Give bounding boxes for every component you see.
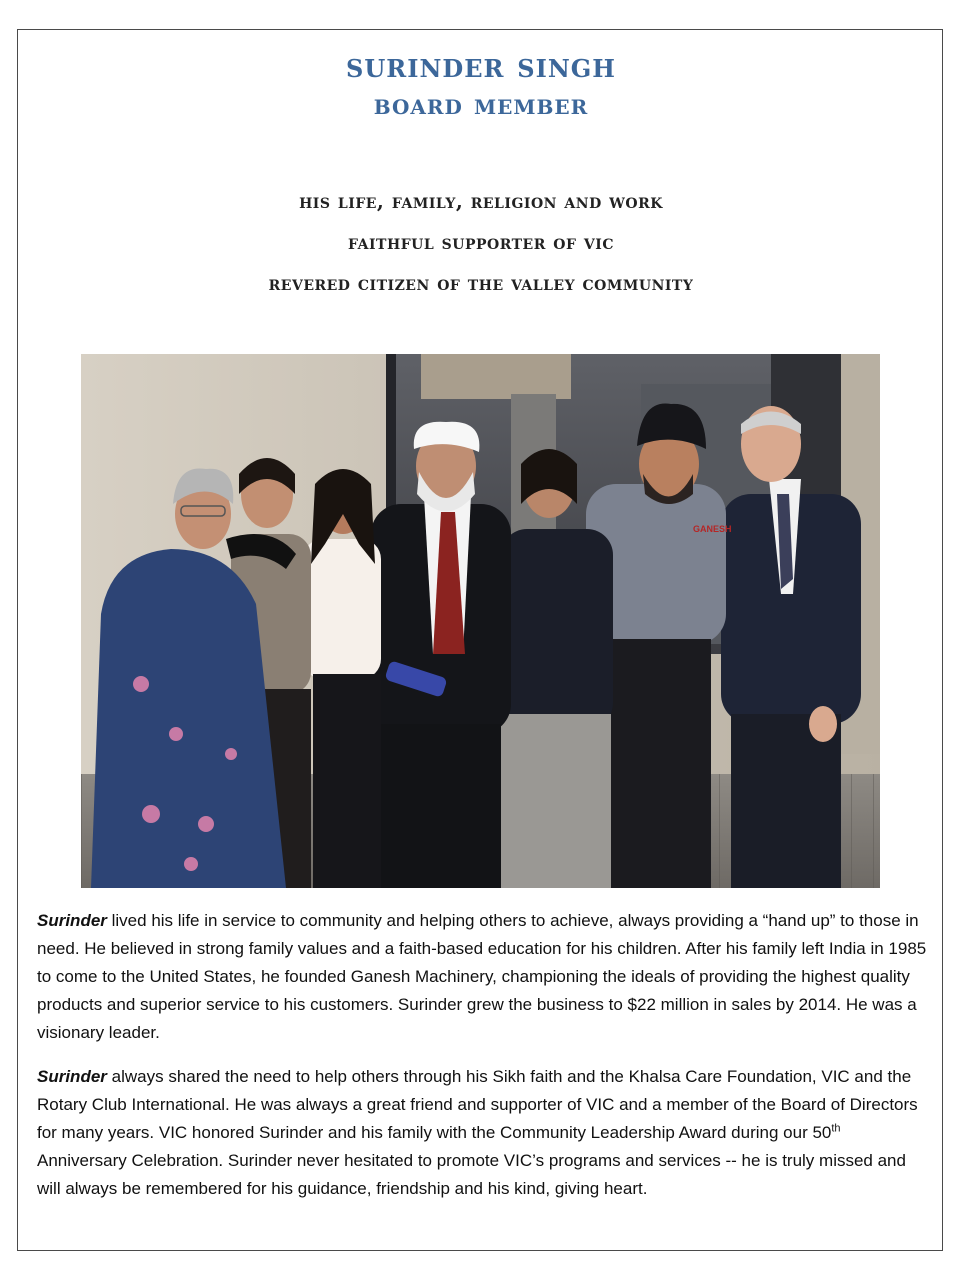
paragraph-1-lead: Surinder [37, 911, 107, 930]
group-photo-illustration [81, 354, 880, 888]
tagline-life-family: his life, family, religion and work [299, 189, 663, 213]
paragraph-1-text: lived his life in service to community and helping others to achieve, always providing a “hand up” to those in need. He believed in strong family values and a faith-based education for his children. After his family left India in 1985 to come to the United States, he founded Ganesh Machinery, championing the ideals of providing the highest quality products and superior service to his customers. Surinder grew the business to $22 million in sales by 2014. He was a visionary leader. [37, 911, 927, 1042]
page-title: surinder singh [346, 46, 616, 86]
tagline-citizen: revered citizen of the valley community [268, 271, 694, 295]
tagline-supporter: faithful supporter of vic [348, 230, 614, 254]
paragraph-2-lead: Surinder [37, 1067, 107, 1086]
paragraph-life-and-business [37, 907, 929, 1047]
page-subtitle-role: board member [373, 87, 589, 121]
paragraph-faith-and-service [37, 1063, 929, 1203]
paragraph-2-superscript: th [831, 1122, 841, 1135]
shirt-logo: GANESH [693, 524, 732, 534]
paragraph-2-text-after: Anniversary Celebration. Surinder never hesitated to promote VIC’s programs and services -- he is truly missed and will always be remembered for his guidance, friendship and his kind, giving heart. [37, 1151, 906, 1198]
paragraph-2-text-before: always shared the need to help others through his Sikh faith and the Khalsa Care Foundation, VIC and the Rotary Club International. He was always a great friend and supporter of VIC and a member of the Board of Directors for many years. VIC honored Surinder and his family with the Community Leadership Award during our 50 [37, 1067, 918, 1142]
group-photo [81, 354, 880, 888]
person-3 [303, 469, 381, 888]
